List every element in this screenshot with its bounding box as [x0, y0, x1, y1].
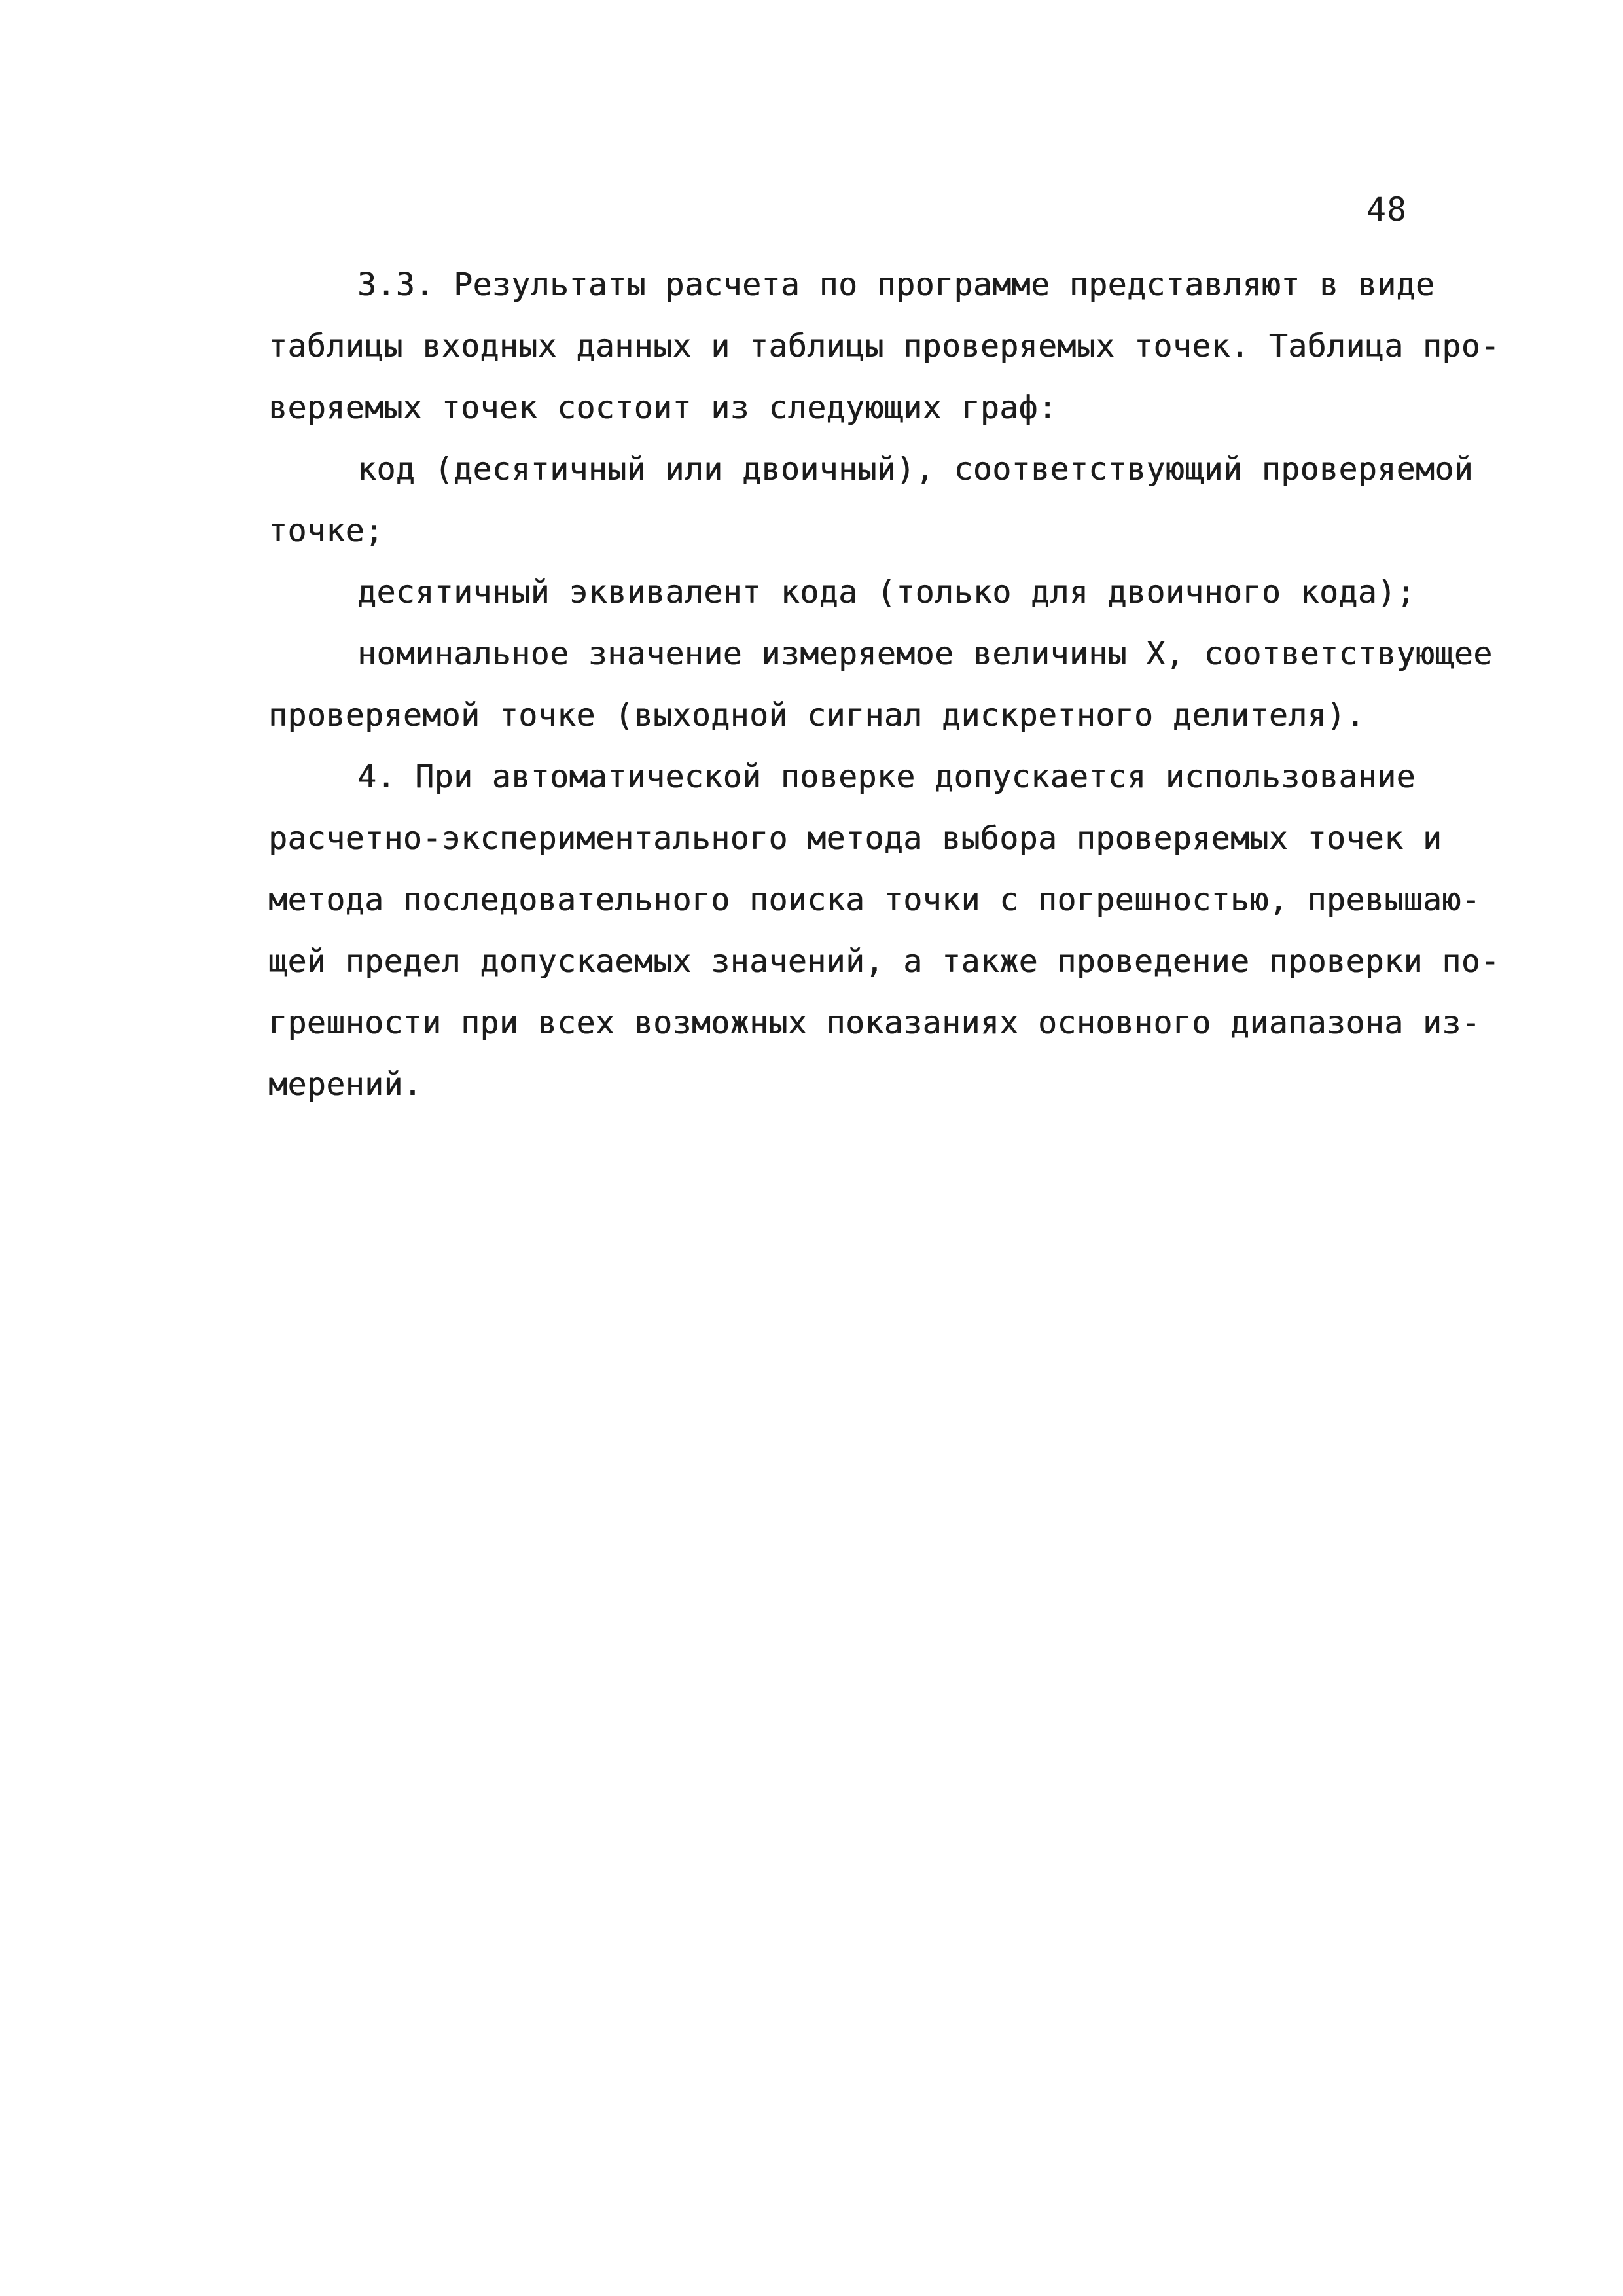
body-text — [268, 254, 1500, 1115]
text-line: таблицы входных данных и таблицы проверяемых точек. Таблица про- — [268, 328, 1500, 365]
text-line: метода последовательного поиска точки с погрешностью, превышаю- — [268, 882, 1481, 918]
text-line: код (десятичный или двоичный), соответствующий проверяемой — [357, 451, 1474, 488]
text-line: мерений. — [268, 1066, 423, 1103]
text-line: 4. При автоматической поверке допускается использование — [357, 759, 1416, 795]
text-line: десятичный эквивалент кода (только для двоичного кода); — [357, 574, 1416, 611]
page-number: 48 — [1366, 190, 1408, 228]
text-line: грешности при всех возможных показаниях основного диапазона из- — [268, 1005, 1481, 1041]
text-line: номинальное значение измеряемое величины X, соответствующее — [357, 636, 1493, 672]
text-line: щей предел допускаемых значений, а также проведение проверки по- — [268, 943, 1500, 980]
text-line: веряемых точек состоит из следующих граф: — [268, 389, 1058, 426]
text-line: 3.3. Результаты расчета по программе представляют в виде — [357, 266, 1435, 303]
text-line: точке; — [268, 512, 384, 549]
text-line: расчетно-экспериментального метода выбора проверяемых точек и — [268, 820, 1442, 857]
text-line: проверяемой точке (выходной сигнал дискретного делителя). — [268, 697, 1365, 734]
